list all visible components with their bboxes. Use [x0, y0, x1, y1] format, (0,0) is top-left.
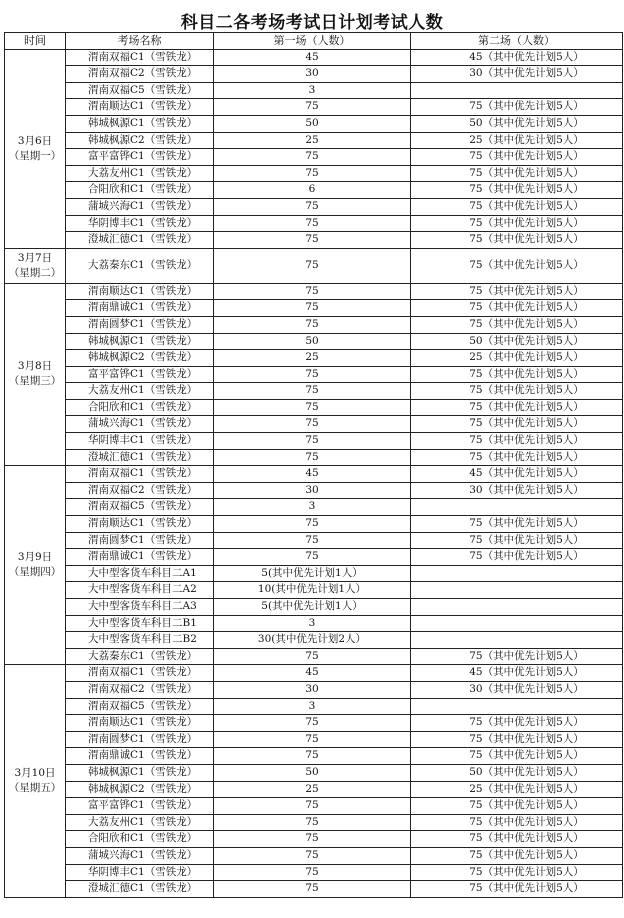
header-venue: 考场名称 [66, 33, 214, 50]
header-session-1: 第一场（人数） [214, 33, 411, 50]
session-2-count-cell [411, 698, 623, 715]
session-1-count-cell: 45 [214, 665, 411, 682]
session-1-count-cell: 75 [214, 165, 411, 182]
session-2-count-cell: 75（其中优先计划5人） [411, 715, 623, 732]
venue-name-cell: 渭南双福C5（雪铁龙） [66, 698, 214, 715]
session-1-count-cell: 50 [214, 115, 411, 132]
table-row [5, 248, 623, 283]
date-cell [5, 283, 66, 466]
table-row [5, 665, 623, 682]
session-2-count-cell [411, 632, 623, 649]
session-1-count-cell: 75 [214, 549, 411, 566]
session-1-count-cell: 5(其中优先计划1人） [214, 565, 411, 582]
session-2-count-cell: 75（其中优先计划5人） [411, 831, 623, 848]
table-row [5, 847, 623, 864]
venue-name-cell: 富平富铧C1（雪铁龙） [66, 149, 214, 166]
venue-name-cell: 澄城汇德C1（雪铁龙） [66, 881, 214, 898]
session-2-count-cell: 50（其中优先计划5人） [411, 115, 623, 132]
table-row [5, 764, 623, 781]
session-1-count-cell: 10(其中优先计划1人） [214, 582, 411, 599]
table-row [5, 350, 623, 367]
header-row [5, 33, 623, 50]
session-1-count-cell: 75 [214, 715, 411, 732]
table-row [5, 715, 623, 732]
session-2-count-cell: 25（其中优先计划5人） [411, 350, 623, 367]
session-1-count-cell: 75 [214, 847, 411, 864]
session-1-count-cell: 75 [214, 316, 411, 333]
session-1-count-cell: 75 [214, 99, 411, 116]
venue-name-cell: 渭南顺达C1（雪铁龙） [66, 99, 214, 116]
table-row [5, 532, 623, 549]
table-row [5, 482, 623, 499]
header-time: 时间 [5, 33, 66, 50]
venue-name-cell: 渭南顺达C1（雪铁龙） [66, 715, 214, 732]
session-2-count-cell: 25（其中优先计划5人） [411, 781, 623, 798]
session-2-count-cell: 75（其中优先计划5人） [411, 416, 623, 433]
session-1-count-cell: 25 [214, 350, 411, 367]
table-row [5, 132, 623, 149]
venue-name-cell: 渭南双福C5（雪铁龙） [66, 82, 214, 99]
session-2-count-cell: 75（其中优先计划5人） [411, 532, 623, 549]
session-1-count-cell: 3 [214, 698, 411, 715]
venue-name-cell: 富平富铧C1（雪铁龙） [66, 366, 214, 383]
session-2-count-cell: 75（其中优先计划5人） [411, 433, 623, 450]
weekday-label: （星期二） [8, 266, 62, 279]
table-row [5, 582, 623, 599]
session-2-count-cell: 75（其中优先计划5人） [411, 648, 623, 665]
session-2-count-cell: 75（其中优先计划5人） [411, 383, 623, 400]
venue-name-cell: 大中型客货车科目二B2 [66, 632, 214, 649]
session-2-count-cell: 75（其中优先计划5人） [411, 99, 623, 116]
venue-name-cell: 渭南双福C5（雪铁龙） [66, 499, 214, 516]
table-row [5, 300, 623, 317]
date-cell [5, 49, 66, 248]
table-row [5, 748, 623, 765]
session-1-count-cell: 6 [214, 182, 411, 199]
session-1-count-cell: 75 [214, 366, 411, 383]
session-1-count-cell: 75 [214, 648, 411, 665]
session-2-count-cell: 75（其中优先计划5人） [411, 847, 623, 864]
weekday-label: （星期五） [8, 782, 62, 795]
session-2-count-cell: 75（其中优先计划5人） [411, 864, 623, 881]
venue-name-cell: 蒲城兴海C1（雪铁龙） [66, 847, 214, 864]
table-row [5, 549, 623, 566]
venue-name-cell: 合阳欣和C1（雪铁龙） [66, 399, 214, 416]
date-label: 3月10日 [14, 767, 56, 780]
table-row [5, 864, 623, 881]
session-2-count-cell: 75（其中优先计划5人） [411, 215, 623, 232]
session-2-count-cell: 75（其中优先计划5人） [411, 798, 623, 815]
venue-name-cell: 华阴博丰C1（雪铁龙） [66, 433, 214, 450]
session-2-count-cell: 75（其中优先计划5人） [411, 549, 623, 566]
venue-name-cell: 大中型客货车科目二A2 [66, 582, 214, 599]
venue-name-cell: 渭南双福C2（雪铁龙） [66, 66, 214, 83]
table-row [5, 516, 623, 533]
table-row [5, 383, 623, 400]
session-1-count-cell: 75 [214, 149, 411, 166]
exam-schedule-table [4, 32, 623, 898]
venue-name-cell: 渭南鼎诚C1（雪铁龙） [66, 748, 214, 765]
session-2-count-cell [411, 82, 623, 99]
session-2-count-cell: 75（其中优先计划5人） [411, 182, 623, 199]
session-1-count-cell: 75 [214, 449, 411, 466]
session-2-count-cell [411, 615, 623, 632]
session-1-count-cell: 25 [214, 132, 411, 149]
table-row [5, 565, 623, 582]
venue-name-cell: 澄城汇德C1（雪铁龙） [66, 449, 214, 466]
date-label: 3月7日 [17, 251, 53, 264]
venue-name-cell: 渭南鼎诚C1（雪铁龙） [66, 300, 214, 317]
session-1-count-cell: 75 [214, 383, 411, 400]
session-2-count-cell: 75（其中优先计划5人） [411, 731, 623, 748]
date-cell [5, 248, 66, 283]
session-2-count-cell: 75（其中优先计划5人） [411, 814, 623, 831]
table-row [5, 731, 623, 748]
session-1-count-cell: 75 [214, 864, 411, 881]
venue-name-cell: 大荔友州C1（雪铁龙） [66, 383, 214, 400]
table-row [5, 681, 623, 698]
venue-name-cell: 渭南双福C2（雪铁龙） [66, 681, 214, 698]
session-2-count-cell: 45（其中优先计划5人） [411, 466, 623, 483]
venue-name-cell: 大荔友州C1（雪铁龙） [66, 165, 214, 182]
table-row [5, 182, 623, 199]
venue-name-cell: 渭南双福C2（雪铁龙） [66, 482, 214, 499]
session-1-count-cell: 75 [214, 433, 411, 450]
date-cell [5, 665, 66, 897]
date-label: 3月8日 [17, 360, 53, 373]
table-row [5, 648, 623, 665]
venue-name-cell: 富平富铧C1（雪铁龙） [66, 798, 214, 815]
venue-name-cell: 华阴博丰C1（雪铁龙） [66, 215, 214, 232]
session-2-count-cell: 75（其中优先计划5人） [411, 399, 623, 416]
table-row [5, 798, 623, 815]
session-1-count-cell: 75 [214, 516, 411, 533]
venue-name-cell: 合阳欣和C1（雪铁龙） [66, 831, 214, 848]
venue-name-cell: 韩城枫源C1（雪铁龙） [66, 333, 214, 350]
venue-name-cell: 渭南顺达C1（雪铁龙） [66, 516, 214, 533]
venue-name-cell: 大荔秦东C1（雪铁龙） [66, 248, 214, 283]
venue-name-cell: 大中型客货车科目二B1 [66, 615, 214, 632]
venue-name-cell: 渭南圆梦C1（雪铁龙） [66, 316, 214, 333]
table-row [5, 283, 623, 300]
venue-name-cell: 华阴博丰C1（雪铁龙） [66, 864, 214, 881]
session-1-count-cell: 3 [214, 499, 411, 516]
session-1-count-cell: 75 [214, 215, 411, 232]
session-1-count-cell: 75 [214, 731, 411, 748]
session-2-count-cell: 50（其中优先计划5人） [411, 764, 623, 781]
session-2-count-cell: 75（其中优先计划5人） [411, 300, 623, 317]
session-2-count-cell: 75（其中优先计划5人） [411, 316, 623, 333]
venue-name-cell: 大中型客货车科目二A3 [66, 599, 214, 616]
session-1-count-cell: 75 [214, 248, 411, 283]
venue-name-cell: 蒲城兴海C1（雪铁龙） [66, 198, 214, 215]
page-title: 科目二各考场考试日计划考试人数 [180, 13, 444, 33]
date-label: 3月6日 [17, 134, 53, 147]
session-2-count-cell: 75（其中优先计划5人） [411, 748, 623, 765]
session-1-count-cell: 30 [214, 681, 411, 698]
session-1-count-cell: 3 [214, 82, 411, 99]
session-1-count-cell: 50 [214, 764, 411, 781]
venue-name-cell: 渭南鼎诚C1（雪铁龙） [66, 549, 214, 566]
session-1-count-cell: 75 [214, 748, 411, 765]
table-row [5, 165, 623, 182]
venue-name-cell: 韩城枫源C1（雪铁龙） [66, 115, 214, 132]
venue-name-cell: 蒲城兴海C1（雪铁龙） [66, 416, 214, 433]
table-row [5, 466, 623, 483]
session-2-count-cell: 75（其中优先计划5人） [411, 449, 623, 466]
session-1-count-cell: 5(其中优先计划1人） [214, 599, 411, 616]
session-1-count-cell: 75 [214, 881, 411, 898]
session-1-count-cell: 30 [214, 66, 411, 83]
session-2-count-cell: 75（其中优先计划5人） [411, 366, 623, 383]
table-row [5, 49, 623, 66]
table-row [5, 615, 623, 632]
table-row [5, 66, 623, 83]
session-1-count-cell: 45 [214, 49, 411, 66]
session-1-count-cell: 30 [214, 482, 411, 499]
session-2-count-cell: 75（其中优先计划5人） [411, 248, 623, 283]
table-row [5, 215, 623, 232]
venue-name-cell: 渭南圆梦C1（雪铁龙） [66, 532, 214, 549]
session-1-count-cell: 45 [214, 466, 411, 483]
session-2-count-cell [411, 582, 623, 599]
session-2-count-cell: 75（其中优先计划5人） [411, 149, 623, 166]
session-2-count-cell [411, 499, 623, 516]
session-2-count-cell: 50（其中优先计划5人） [411, 333, 623, 350]
session-2-count-cell: 75（其中优先计划5人） [411, 516, 623, 533]
session-1-count-cell: 25 [214, 781, 411, 798]
venue-name-cell: 大荔秦东C1（雪铁龙） [66, 648, 214, 665]
session-2-count-cell: 75（其中优先计划5人） [411, 881, 623, 898]
venue-name-cell: 韩城枫源C2（雪铁龙） [66, 781, 214, 798]
venue-name-cell: 渭南圆梦C1（雪铁龙） [66, 731, 214, 748]
table-row [5, 499, 623, 516]
session-2-count-cell: 75（其中优先计划5人） [411, 283, 623, 300]
venue-name-cell: 韩城枫源C1（雪铁龙） [66, 764, 214, 781]
session-1-count-cell: 75 [214, 831, 411, 848]
session-2-count-cell: 75（其中优先计划5人） [411, 232, 623, 249]
table-body [5, 49, 623, 897]
session-1-count-cell: 75 [214, 232, 411, 249]
session-1-count-cell: 75 [214, 300, 411, 317]
session-2-count-cell [411, 565, 623, 582]
date-label: 3月9日 [17, 551, 53, 564]
session-1-count-cell: 75 [214, 532, 411, 549]
venue-name-cell: 渭南顺达C1（雪铁龙） [66, 283, 214, 300]
table-row [5, 881, 623, 898]
venue-name-cell: 韩城枫源C2（雪铁龙） [66, 132, 214, 149]
date-cell [5, 466, 66, 665]
session-1-count-cell: 75 [214, 283, 411, 300]
weekday-label: （星期四） [8, 566, 62, 579]
weekday-label: （星期三） [8, 375, 62, 388]
session-2-count-cell [411, 599, 623, 616]
session-1-count-cell: 30(其中优先计划2人） [214, 632, 411, 649]
table-row [5, 831, 623, 848]
table-row [5, 333, 623, 350]
venue-name-cell: 渭南双福C1（雪铁龙） [66, 466, 214, 483]
header-session-2: 第二场（人数） [411, 33, 623, 50]
venue-name-cell: 韩城枫源C2（雪铁龙） [66, 350, 214, 367]
session-2-count-cell: 45（其中优先计划5人） [411, 665, 623, 682]
table-row [5, 82, 623, 99]
session-2-count-cell: 30（其中优先计划5人） [411, 482, 623, 499]
table-row [5, 399, 623, 416]
session-2-count-cell: 30（其中优先计划5人） [411, 66, 623, 83]
venue-name-cell: 澄城汇德C1（雪铁龙） [66, 232, 214, 249]
table-row [5, 449, 623, 466]
venue-name-cell: 大荔友州C1（雪铁龙） [66, 814, 214, 831]
table-row [5, 599, 623, 616]
session-2-count-cell: 75（其中优先计划5人） [411, 198, 623, 215]
venue-name-cell: 合阳欣和C1（雪铁龙） [66, 182, 214, 199]
table-row [5, 433, 623, 450]
session-2-count-cell: 45（其中优先计划5人） [411, 49, 623, 66]
table-row [5, 232, 623, 249]
table-row [5, 814, 623, 831]
venue-name-cell: 大中型客货车科目二A1 [66, 565, 214, 582]
table-row [5, 99, 623, 116]
table-row [5, 149, 623, 166]
table-row [5, 115, 623, 132]
table-row [5, 416, 623, 433]
session-1-count-cell: 75 [214, 798, 411, 815]
session-2-count-cell: 25（其中优先计划5人） [411, 132, 623, 149]
session-2-count-cell: 75（其中优先计划5人） [411, 165, 623, 182]
session-1-count-cell: 75 [214, 416, 411, 433]
table-row [5, 632, 623, 649]
table-row [5, 781, 623, 798]
venue-name-cell: 渭南双福C1（雪铁龙） [66, 665, 214, 682]
weekday-label: （星期一） [8, 149, 62, 162]
table-row [5, 698, 623, 715]
session-1-count-cell: 75 [214, 814, 411, 831]
table-row [5, 366, 623, 383]
session-1-count-cell: 75 [214, 198, 411, 215]
table-row [5, 198, 623, 215]
venue-name-cell: 渭南双福C1（雪铁龙） [66, 49, 214, 66]
session-1-count-cell: 3 [214, 615, 411, 632]
session-1-count-cell: 75 [214, 399, 411, 416]
table-row [5, 316, 623, 333]
session-1-count-cell: 50 [214, 333, 411, 350]
session-2-count-cell: 30（其中优先计划5人） [411, 681, 623, 698]
